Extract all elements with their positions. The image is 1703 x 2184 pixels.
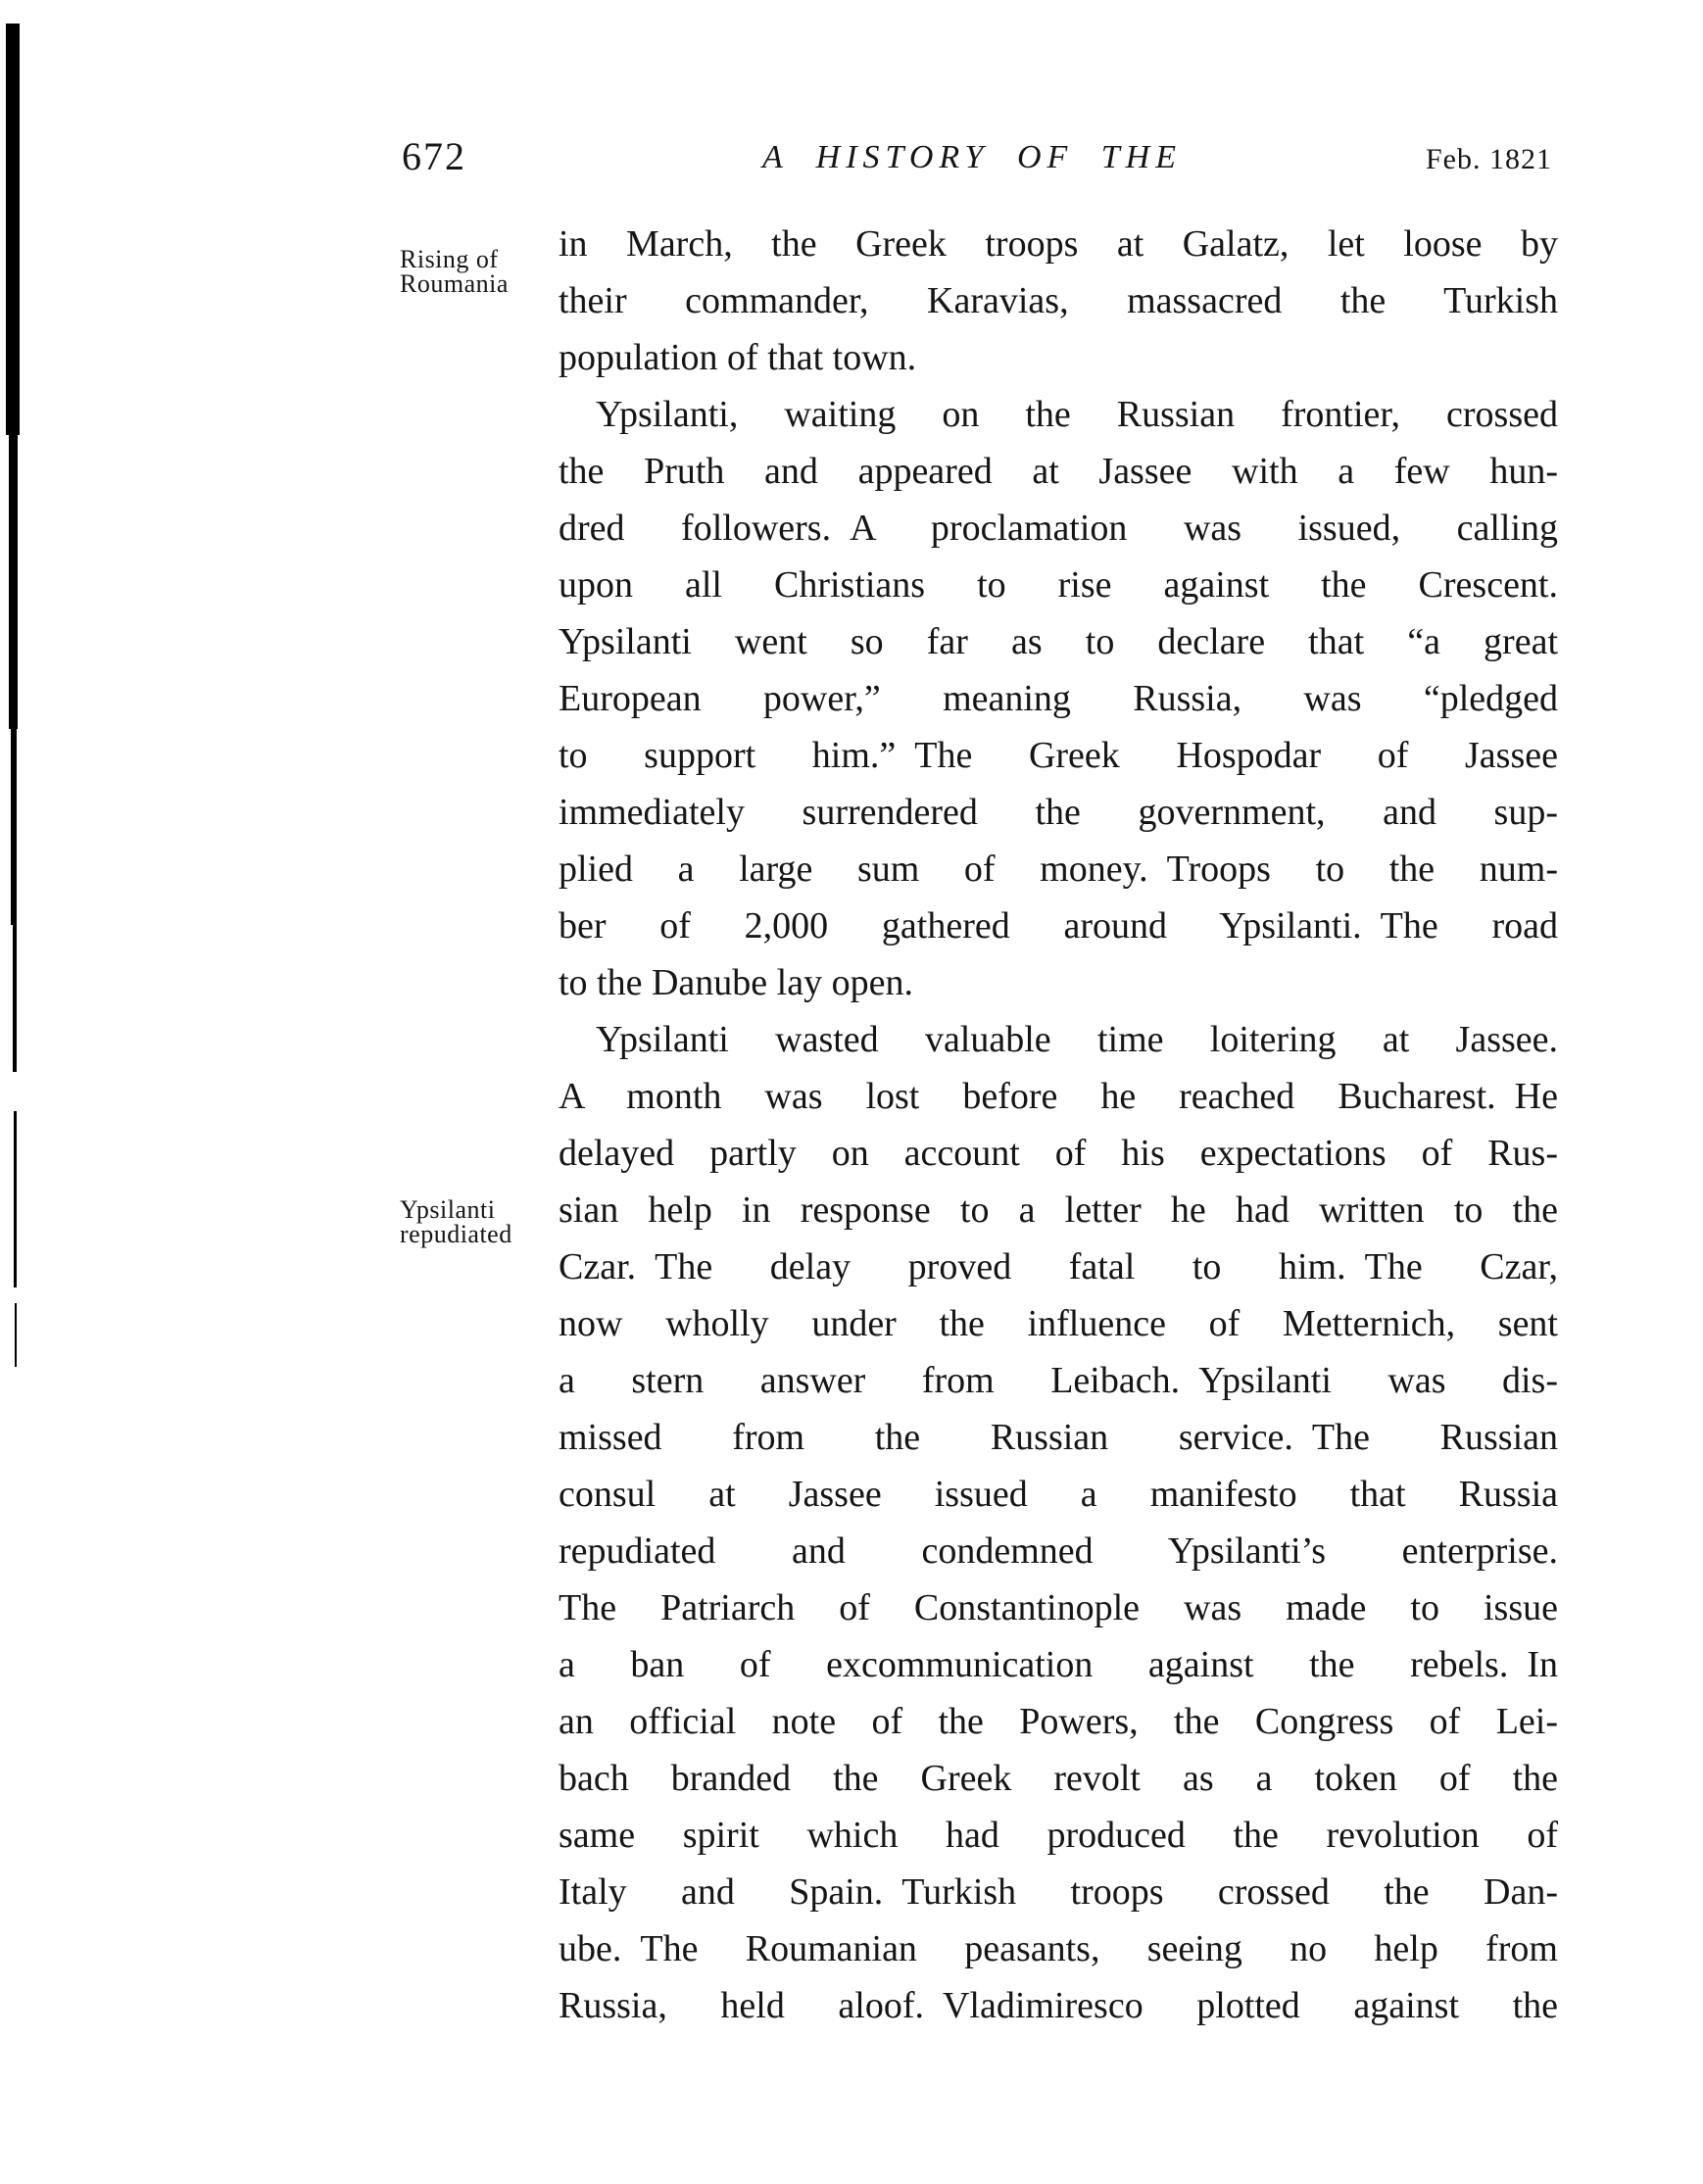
binding-edge-artifact — [13, 925, 17, 1072]
text-line: ube. The Roumanian peasants, seeing no help from — [559, 1928, 1558, 1969]
binding-edge-artifact — [6, 24, 20, 435]
binding-edge-artifact — [11, 729, 17, 925]
text-line: consul at Jassee issued a manifesto that Russia — [559, 1474, 1558, 1515]
binding-edge-artifact — [14, 1111, 17, 1287]
text-line: plied a large sum of money. Troops to the num- — [559, 849, 1558, 890]
text-line: to support him.” The Greek Hospodar of Jassee — [559, 735, 1558, 776]
text-line: the Pruth and appeared at Jassee with a few hun- — [559, 451, 1558, 492]
margin-note-line: Ypsilanti — [400, 1195, 496, 1224]
text-line: Ypsilanti, waiting on the Russian frontier, crossed — [596, 394, 1558, 435]
text-line: bach branded the Greek revolt as a token of the — [559, 1758, 1558, 1799]
text-line: Ypsilanti went so far as to declare that “a great — [559, 621, 1558, 662]
margin-note-ypsilanti-repudiated — [400, 1197, 566, 1246]
text-line: delayed partly on account of his expectations of Rus- — [559, 1133, 1558, 1174]
text-line: upon all Christians to rise against the Crescent. — [559, 564, 1558, 606]
text-line: same spirit which had produced the revolution of — [559, 1815, 1558, 1856]
text-line: European power,” meaning Russia, was “pledged — [559, 678, 1558, 719]
text-line: Russia, held aloof. Vladimiresco plotted against the — [559, 1985, 1558, 2026]
text-line: Italy and Spain. Turkish troops crossed the Dan- — [559, 1871, 1558, 1913]
binding-edge-artifact — [9, 435, 18, 729]
text-line: immediately surrendered the government, and sup- — [559, 792, 1558, 833]
text-line: a ban of excommunication against the rebels. In — [559, 1644, 1558, 1685]
text-line: their commander, Karavias, massacred the Turkish — [559, 280, 1558, 321]
text-line: population of that town. — [559, 337, 917, 378]
text-line: to the Danube lay open. — [559, 962, 913, 1003]
text-line: Ypsilanti wasted valuable time loitering at Jassee. — [596, 1019, 1558, 1060]
text-line: Czar. The delay proved fatal to him. The Czar, — [559, 1246, 1558, 1287]
text-line: in March, the Greek troops at Galatz, let loose by — [559, 223, 1558, 265]
text-line: The Patriarch of Constantinople was made to issue — [559, 1587, 1558, 1628]
text-line: missed from the Russian service. The Russian — [559, 1417, 1558, 1458]
binding-edge-artifact — [15, 1303, 17, 1367]
margin-note-line: Roumania — [400, 269, 509, 298]
text-line: sian help in response to a letter he had written to the — [559, 1189, 1558, 1231]
running-date: Feb. 1821 — [1426, 143, 1552, 175]
page-number: 672 — [402, 134, 466, 178]
text-line: repudiated and condemned Ypsilanti’s enterprise. — [559, 1530, 1558, 1572]
text-line: now wholly under the influence of Metternich, sent — [559, 1303, 1558, 1344]
margin-note-line: Rising of — [400, 245, 499, 273]
body-text-column — [559, 216, 1558, 2034]
running-title: A HISTORY OF THE — [762, 139, 1182, 175]
text-line: ber of 2,000 gathered around Ypsilanti. The road — [559, 905, 1558, 946]
text-line: a stern answer from Leibach. Ypsilanti was dis- — [559, 1360, 1558, 1401]
text-line: an official note of the Powers, the Congress of Lei- — [559, 1701, 1558, 1742]
text-line: A month was lost before he reached Bucharest. He — [559, 1076, 1558, 1117]
margin-note-rising-of-roumania — [400, 247, 566, 296]
margin-note-line: repudiated — [400, 1220, 512, 1248]
text-line: dred followers. A proclamation was issued, calling — [559, 508, 1558, 549]
